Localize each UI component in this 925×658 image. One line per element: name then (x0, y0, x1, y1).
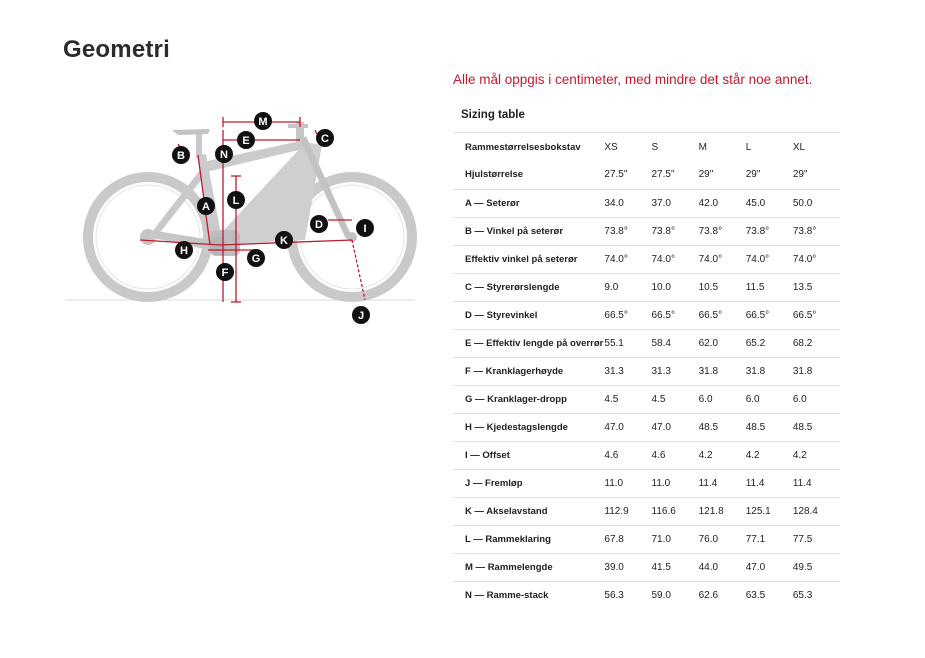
row-value: 125.1 (745, 505, 771, 517)
table-row (453, 357, 840, 385)
row-value: 11.0 (651, 477, 671, 489)
marker-m (254, 112, 272, 130)
row-value: 10.5 (698, 281, 719, 293)
row-value: 74.0° (604, 253, 628, 265)
row-value: 66.5° (651, 309, 675, 321)
row-value: 27.5" (604, 169, 628, 181)
row-value: 73.8° (698, 225, 723, 237)
row-value: 31.3 (604, 365, 624, 377)
row-value: 4.6 (651, 449, 666, 461)
header-label: Rammestørrelsesbokstav (465, 141, 581, 153)
row-value: 76.0 (698, 533, 719, 545)
marker-b (172, 146, 190, 164)
table-row (453, 385, 840, 413)
row-value: 31.8 (698, 365, 719, 377)
handlebar (288, 124, 308, 128)
row-label: J — Fremløp (465, 477, 523, 489)
row-value: 74.0° (792, 253, 817, 265)
row-value: 45.0 (745, 197, 766, 209)
row-value: 11.5 (745, 281, 765, 293)
row-value: 31.8 (745, 365, 766, 377)
row-value: 66.5° (604, 309, 628, 321)
row-value: 48.5 (745, 421, 766, 433)
table-row (453, 413, 840, 441)
marker-e (237, 131, 255, 149)
row-value: 65.2 (745, 337, 766, 349)
row-value: 39.0 (604, 561, 624, 573)
row-value: 74.0° (651, 253, 675, 265)
row-value: 11.4 (792, 477, 812, 489)
table-row (453, 553, 840, 581)
saddle (172, 129, 210, 135)
seatpost (196, 132, 202, 158)
sizing-table (453, 133, 840, 609)
units-note: Alle mål oppgis i centimeter, med mindre det står noe annet. (453, 72, 813, 87)
row-value: 74.0° (745, 253, 770, 265)
svg-text:G: G (251, 253, 261, 265)
marker-i (356, 219, 374, 237)
table-row (453, 497, 840, 525)
row-value: 121.8 (698, 505, 724, 517)
sizing-table-container (453, 101, 840, 609)
row-value: 73.8° (792, 225, 817, 237)
row-value: 66.5° (745, 309, 770, 321)
row-value: 58.4 (651, 337, 671, 349)
row-value: 29" (698, 169, 714, 181)
header-size: S (651, 141, 659, 153)
row-value: 128.4 (792, 505, 818, 517)
row-label: F — Kranklagerhøyde (465, 365, 564, 377)
row-label: E — Effektiv lengde på overrør (465, 337, 604, 349)
row-value: 48.5 (792, 421, 813, 433)
bike-geometry-svg (60, 100, 430, 340)
row-value: 31.3 (651, 365, 671, 377)
chainring (209, 237, 227, 255)
marker-n (215, 145, 233, 163)
table-row (453, 301, 840, 329)
j-line (352, 240, 365, 300)
marker-a (197, 197, 215, 215)
row-value: 56.3 (604, 589, 624, 601)
row-value: 34.0 (604, 197, 624, 209)
page-title: Geometri (63, 36, 170, 63)
row-label: K — Akselavstand (465, 505, 548, 517)
table-row (453, 581, 840, 609)
table-row (453, 217, 840, 245)
row-value: 68.2 (792, 337, 813, 349)
row-value: 71.0 (651, 533, 671, 545)
row-label: Effektiv vinkel på seterør (465, 253, 578, 265)
row-value: 6.0 (745, 393, 760, 405)
header-size: XL (792, 141, 806, 153)
row-value: 112.9 (604, 505, 629, 517)
marker-c (316, 129, 334, 147)
row-label: H — Kjedestagslengde (465, 421, 568, 433)
row-value: 4.2 (698, 449, 713, 461)
row-label: I — Offset (465, 449, 510, 461)
row-value: 31.8 (792, 365, 813, 377)
row-label: G — Kranklager-dropp (465, 393, 567, 405)
row-value: 4.2 (745, 449, 760, 461)
table-row (453, 189, 840, 217)
svg-text:J: J (357, 310, 365, 322)
row-label: D — Styrevinkel (465, 309, 538, 321)
marker-d (310, 215, 328, 233)
table-body (453, 161, 840, 609)
row-label: N — Ramme-stack (465, 589, 549, 601)
row-value: 37.0 (651, 197, 671, 209)
row-value: 13.5 (792, 281, 813, 293)
table-caption: Sizing table (453, 101, 840, 133)
row-value: 11.4 (745, 477, 765, 489)
marker-k (275, 231, 293, 249)
table-row (453, 245, 840, 273)
row-value: 50.0 (792, 197, 813, 209)
row-value: 77.1 (745, 533, 766, 545)
row-value: 29" (792, 169, 808, 181)
row-value: 9.0 (604, 281, 619, 293)
row-label: L — Rammeklaring (465, 533, 551, 545)
header-size: L (745, 141, 752, 153)
svg-text:I: I (363, 223, 367, 235)
row-value: 116.6 (651, 505, 676, 517)
row-value: 41.5 (651, 561, 671, 573)
row-value: 63.5 (745, 589, 766, 601)
header-size: XS (604, 141, 618, 153)
row-value: 42.0 (698, 197, 719, 209)
svg-text:L: L (232, 195, 240, 207)
table-row (453, 273, 840, 301)
row-value: 29" (745, 169, 761, 181)
row-value: 4.6 (604, 449, 619, 461)
svg-text:E: E (242, 135, 250, 147)
row-value: 47.0 (745, 561, 766, 573)
row-label: C — Styrerørslengde (465, 281, 560, 293)
marker-j (352, 306, 370, 324)
row-value: 48.5 (698, 421, 719, 433)
row-value: 66.5° (792, 309, 817, 321)
row-value: 55.1 (604, 337, 624, 349)
row-value: 73.8° (604, 225, 628, 237)
row-value: 4.2 (792, 449, 807, 461)
table-header-row (453, 133, 840, 161)
svg-text:D: D (315, 219, 323, 231)
row-label: Hjulstørrelse (465, 169, 524, 181)
row-value: 6.0 (792, 393, 807, 405)
row-value: 67.8 (604, 533, 624, 545)
row-value: 47.0 (651, 421, 671, 433)
svg-text:F: F (221, 267, 229, 279)
svg-text:A: A (202, 201, 210, 213)
table-row (453, 525, 840, 553)
row-value: 59.0 (651, 589, 671, 601)
row-value: 27.5" (651, 169, 675, 181)
marker-h (175, 241, 193, 259)
row-value: 49.5 (792, 561, 813, 573)
marker-f (216, 263, 234, 281)
table-row (453, 469, 840, 497)
svg-text:H: H (180, 245, 188, 257)
svg-text:B: B (177, 150, 185, 162)
row-value: 44.0 (698, 561, 719, 573)
svg-text:K: K (280, 235, 288, 247)
table-row (453, 161, 840, 189)
row-value: 74.0° (698, 253, 723, 265)
row-value: 10.0 (651, 281, 671, 293)
row-value: 4.5 (604, 393, 619, 405)
row-value: 65.3 (792, 589, 813, 601)
row-value: 66.5° (698, 309, 723, 321)
table-row (453, 441, 840, 469)
row-value: 62.0 (698, 337, 719, 349)
header-size: M (698, 141, 707, 153)
marker-g (247, 249, 265, 267)
bike-geometry-diagram (60, 100, 430, 340)
row-value: 77.5 (792, 533, 813, 545)
row-label: M — Rammelengde (465, 561, 553, 573)
svg-text:M: M (258, 116, 268, 128)
row-value: 11.4 (698, 477, 718, 489)
svg-text:N: N (220, 149, 228, 161)
table-row (453, 329, 840, 357)
row-value: 73.8° (745, 225, 770, 237)
row-value: 47.0 (604, 421, 624, 433)
svg-text:C: C (321, 133, 329, 145)
row-value: 6.0 (698, 393, 713, 405)
row-value: 4.5 (651, 393, 666, 405)
row-value: 11.0 (604, 477, 624, 489)
row-value: 62.6 (698, 589, 719, 601)
row-value: 73.8° (651, 225, 675, 237)
row-label: A — Seterør (465, 197, 520, 209)
marker-l (227, 191, 245, 209)
row-label: B — Vinkel på seterør (465, 225, 564, 237)
